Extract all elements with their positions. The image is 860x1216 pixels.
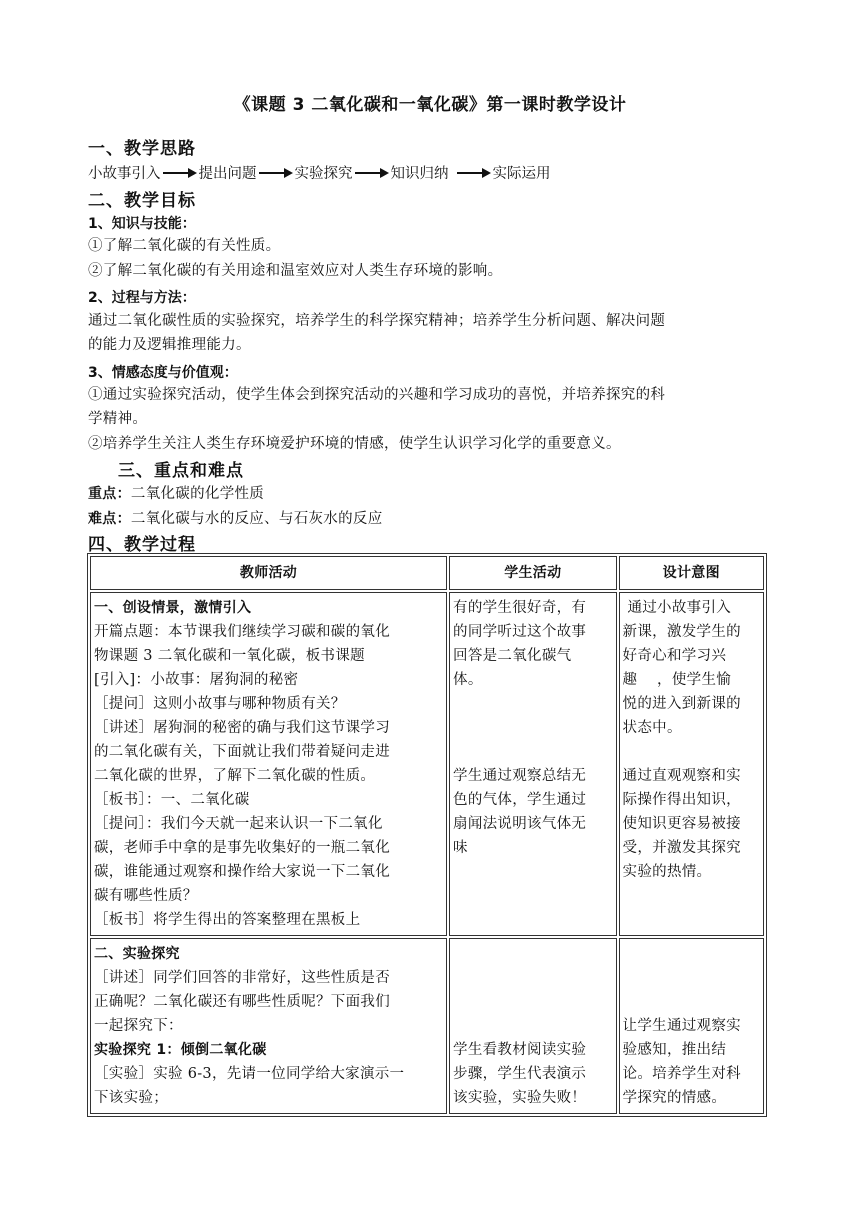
text-line: 受，并激发其探究	[622, 840, 741, 856]
text-line: 状态中。	[622, 720, 682, 736]
text-line: 碳，老师手中拿的是事先收集好的一瓶二氧化	[94, 840, 390, 856]
explore-heading: 实验探究 1：倾倒二氧化碳	[94, 1042, 267, 1058]
teaching-flow	[88, 162, 551, 183]
text-line: 学生通过观察总结无	[453, 768, 587, 784]
text-line: 学探究的情感。	[622, 1090, 727, 1106]
student-activity-cell	[449, 938, 617, 1114]
flow-step: 实验探究	[294, 166, 353, 182]
key-point	[88, 482, 768, 506]
text-line: 一起探究下：	[94, 1018, 183, 1034]
text-line: 实验的热情。	[622, 864, 712, 880]
table-header-row	[90, 556, 764, 590]
design-intent-cell	[619, 938, 764, 1114]
section-heading-key-points: 三、重点和难点	[118, 461, 244, 481]
attitude-item: 学精神。	[88, 411, 148, 427]
text-line: [引入]：小故事：屠狗洞的秘密	[94, 672, 299, 688]
text-line: ［实验］实验 6-3，先请一位同学给大家演示一	[94, 1066, 405, 1082]
document-title: 《课题 3 二氧化碳和一氧化碳》第一课时教学设计	[233, 95, 627, 115]
text-line: ［板书］将学生得出的答案整理在黑板上	[94, 912, 361, 928]
arrow-right-icon	[163, 168, 197, 178]
text-line: 开篇点题：本节课我们继续学习碳和碳的氧化	[94, 624, 390, 640]
table-header: 设计意图	[619, 556, 764, 590]
text-line: 的同学听过这个故事	[453, 624, 587, 640]
difficult-point-label: 难点：	[88, 511, 131, 527]
row-heading: 二、实验探究	[94, 946, 180, 962]
student-activity-cell	[449, 592, 617, 936]
attitude-item: ①通过实验探究活动，使学生体会到探究活动的兴趣和学习成功的喜悦，并培养探究的科	[88, 387, 666, 403]
teacher-activity-cell	[90, 938, 447, 1114]
text-line: 好奇心和学习兴	[622, 648, 727, 664]
text-line: 味	[453, 840, 468, 856]
subheading-attitude: 3、情感态度与价值观：	[88, 365, 238, 381]
text-line: 有的学生很好奇，有	[453, 600, 587, 616]
table-row	[90, 938, 764, 1114]
section-heading-teaching-goals: 二、教学目标	[88, 191, 196, 211]
key-point-label: 重点：	[88, 486, 131, 502]
text-line: 趣 ，使学生愉	[622, 672, 732, 688]
subheading-knowledge: 1、知识与技能：	[88, 216, 196, 232]
attitude-item: ②培养学生关注人类生存环境爱护环境的情感，使学生认识学习化学的重要意义。	[88, 436, 621, 452]
table-header: 学生活动	[449, 556, 617, 590]
text-line: 通过小故事引入	[622, 600, 732, 616]
table-header: 教师活动	[90, 556, 447, 590]
text-line: 新课，激发学生的	[622, 624, 741, 640]
text-line: 回答是二氧化碳气	[453, 648, 572, 664]
flow-step: 小故事引入	[88, 166, 161, 182]
text-line: ［讲述］屠狗洞的秘密的确与我们这节课学习	[94, 720, 390, 736]
text-line: 通过直观观察和实	[622, 768, 741, 784]
text-line: 让学生通过观察实	[622, 1018, 741, 1034]
text-line: 色的气体，学生通过	[453, 792, 587, 808]
design-intent-cell	[619, 592, 764, 936]
text-line: ［板书］：一、二氧化碳	[94, 792, 250, 808]
text-line: 的二氧化碳有关，下面就让我们带着疑问走进	[94, 744, 390, 760]
arrow-right-icon	[355, 168, 389, 178]
flow-step: 提出问题	[198, 166, 257, 182]
text-line: 验感知，推出结	[622, 1042, 727, 1058]
section-heading-teaching-idea: 一、教学思路	[88, 139, 196, 159]
teaching-process-table	[87, 553, 767, 1117]
flow-step: 知识归纳	[390, 166, 449, 182]
text-line: ［讲述］同学们回答的非常好，这些性质是否	[94, 970, 390, 986]
text-line: 步骤，学生代表演示	[453, 1066, 587, 1082]
text-line: 扇闻法说明该气体无	[453, 816, 587, 832]
teacher-activity-cell	[90, 592, 447, 936]
text-line: 使知识更容易被接	[622, 816, 741, 832]
text-line: 碳，谁能通过观察和操作给大家说一下二氧化	[94, 864, 390, 880]
flow-step: 实际运用	[492, 166, 551, 182]
knowledge-item: ①了解二氧化碳的有关性质。	[88, 238, 281, 254]
section-heading-teaching-process: 四、教学过程	[88, 535, 196, 555]
text-line: 正确呢？二氧化碳还有哪些性质呢？下面我们	[94, 994, 390, 1010]
text-line: 该实验，实验失败！	[453, 1090, 587, 1106]
process-text: 通过二氧化碳性质的实验探究，培养学生的科学探究精神；培养学生分析问题、解决问题	[88, 313, 666, 329]
key-point-text: 二氧化碳的化学性质	[130, 486, 265, 502]
text-line: ［提问］：我们今天就一起来认识一下二氧化	[94, 816, 383, 832]
text-line: 际操作得出知识，	[622, 792, 741, 808]
text-line: 体。	[453, 672, 483, 688]
text-line: 论。培养学生对科	[622, 1066, 741, 1082]
arrow-right-icon	[457, 168, 491, 178]
text-line: 碳有哪些性质？	[94, 888, 198, 904]
text-line: 下该实验；	[94, 1090, 168, 1106]
process-text: 的能力及逻辑推理能力。	[88, 337, 251, 353]
subheading-process: 2、过程与方法：	[88, 290, 196, 306]
row-heading: 一、创设情景，激情引入	[94, 600, 252, 616]
text-line: 学生看教材阅读实验	[453, 1042, 587, 1058]
table-row	[90, 592, 764, 936]
text-line: ［提问］这则小故事与哪种物质有关？	[94, 696, 346, 712]
difficult-point	[88, 507, 768, 531]
text-line: 物课题 3 二氧化碳和一氧化碳，板书课题	[94, 648, 365, 664]
arrow-right-icon	[259, 168, 293, 178]
text-line: 悦的进入到新课的	[622, 696, 741, 712]
difficult-point-text: 二氧化碳与水的反应、与石灰水的反应	[130, 511, 383, 527]
knowledge-item: ②了解二氧化碳的有关用途和温室效应对人类生存环境的影响。	[88, 263, 503, 279]
text-line: 二氧化碳的世界，了解下二氧化碳的性质。	[94, 768, 376, 784]
